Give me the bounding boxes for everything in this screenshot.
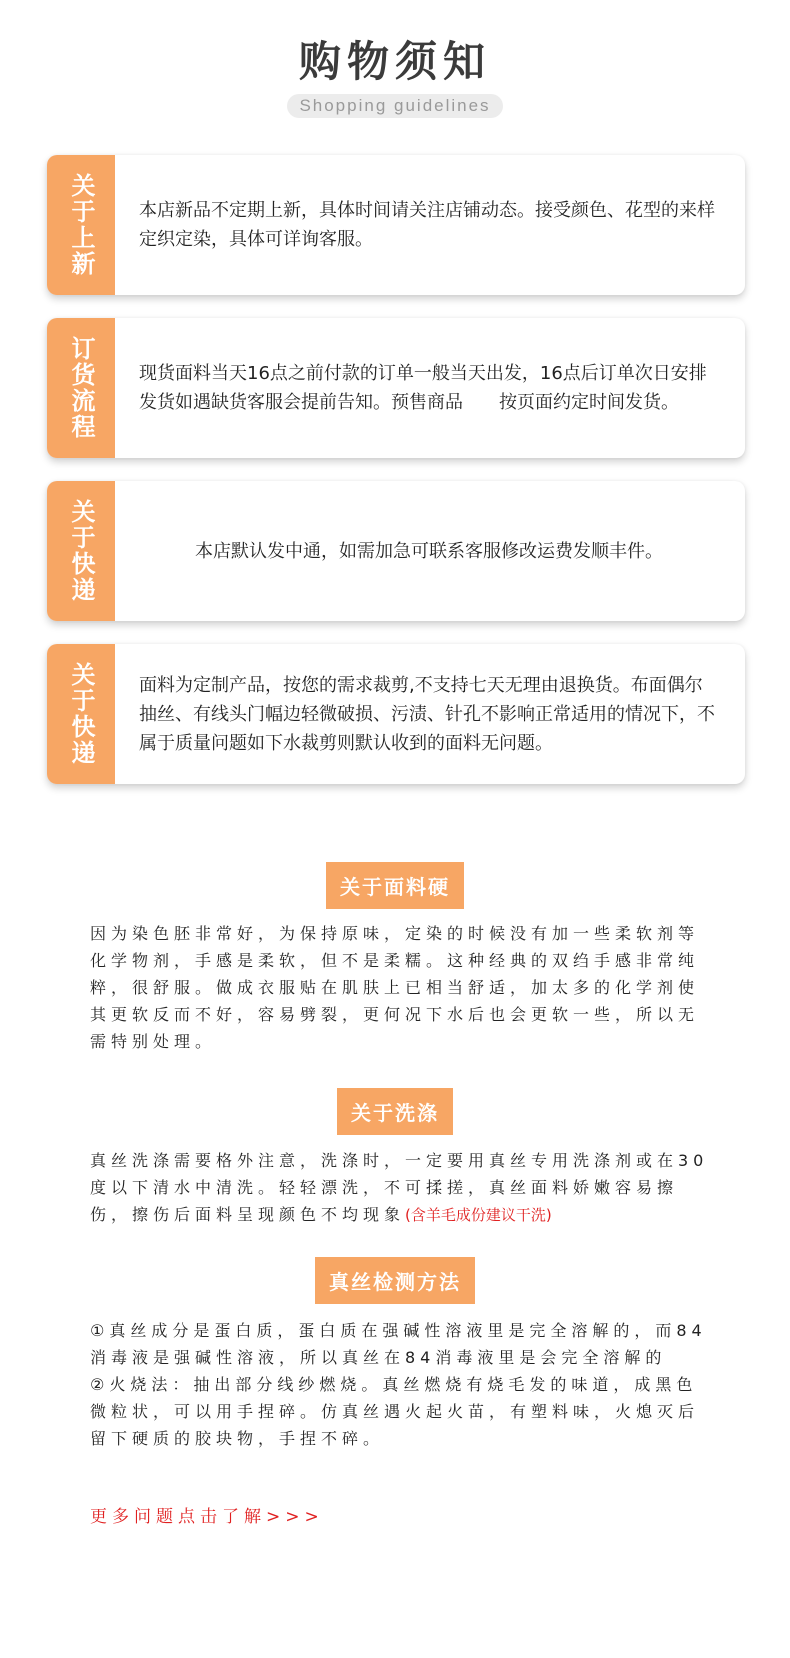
page-title: 购物须知	[298, 37, 491, 86]
card-returns	[47, 644, 745, 784]
washing-text: 真丝洗涤需要格外注意，洗涤时，一定要用真丝专用洗涤剂或在30度以下清水中清洗。轻轻漂洗，不可揉搓，真丝面料娇嫩容易擦伤，擦伤后面料呈现颜色不均现象	[90, 1151, 709, 1224]
section-hardness-text: 因为染色胚非常好，为保持原味，定染的时候没有加一些柔软剂等化学物剂，手感是柔软，但不是柔糯。这种经典的双绉手感非常纯粹，很舒服。做成衣服贴在肌肤上已相当舒适，加太多的化学剂使其更软反而不好，容易劈裂，更何况下水后也会更软一些，所以无需特别处理。	[90, 924, 700, 1051]
card-text: 本店默认发中通，如需加急可联系客服修改运费发顺丰件。	[195, 540, 663, 562]
section-hardness-badge	[0, 862, 790, 909]
card-shipping	[47, 481, 745, 621]
card-tab-label: 关于快递	[67, 499, 95, 603]
info-cards	[47, 155, 745, 807]
card-tab-label: 订货流程	[67, 336, 95, 440]
section-testing-title: 真丝检测方法	[315, 1257, 475, 1304]
section-washing-text	[90, 1147, 715, 1229]
more-questions-link[interactable]: 更多问题点击了解>>>	[90, 1507, 324, 1527]
testing-item-2: ②火烧法：抽出部分线纱燃烧。真丝燃烧有烧毛发的味道，成黑色微粒状，可以用手捏碎。仿真丝遇火起火苗，有塑料味，火熄灭后留下硬质的胶块物，手捏不碎。	[90, 1375, 700, 1448]
card-text: 本店新品不定期上新，具体时间请关注店铺动态。接受颜色、花型的来样定织定染，具体可详询客服。	[139, 200, 715, 250]
card-tab	[47, 155, 115, 295]
page-subtitle: Shopping guidelines	[287, 94, 502, 118]
card-new-arrivals	[47, 155, 745, 295]
washing-note: (含羊毛成份建议干洗)	[405, 1206, 552, 1224]
section-testing-text	[90, 1317, 715, 1452]
page-header	[0, 36, 790, 118]
card-tab	[47, 481, 115, 621]
section-washing-badge	[0, 1088, 790, 1135]
card-order-process	[47, 318, 745, 458]
section-testing-badge	[0, 1257, 790, 1304]
card-text: 现货面料当天16点之前付款的订单一般当天出发，16点后订单次日安排发货如遇缺货客服会提前告知。预售商品 按页面约定时间发货。	[139, 363, 707, 413]
card-text: 面料为定制产品，按您的需求裁剪,不支持七天无理由退换货。布面偶尔抽丝、有线头门幅边轻微破损、污渍、针孔不影响正常适用的情况下，不属于质量问题如下水裁剪则默认收到的面料无问题。	[139, 674, 715, 754]
card-tab-label: 关于快递	[67, 662, 95, 766]
card-tab-label: 关于上新	[67, 173, 95, 277]
section-hardness-title: 关于面料硬	[326, 862, 464, 909]
testing-item-1: ①真丝成分是蛋白质，蛋白质在强碱性溶液里是完全溶解的，而84消毒液是强碱性溶液，所以真丝在84消毒液里是会完全溶解的	[90, 1321, 707, 1367]
card-tab	[47, 318, 115, 458]
section-washing-title: 关于洗涤	[337, 1088, 453, 1135]
card-tab	[47, 644, 115, 784]
